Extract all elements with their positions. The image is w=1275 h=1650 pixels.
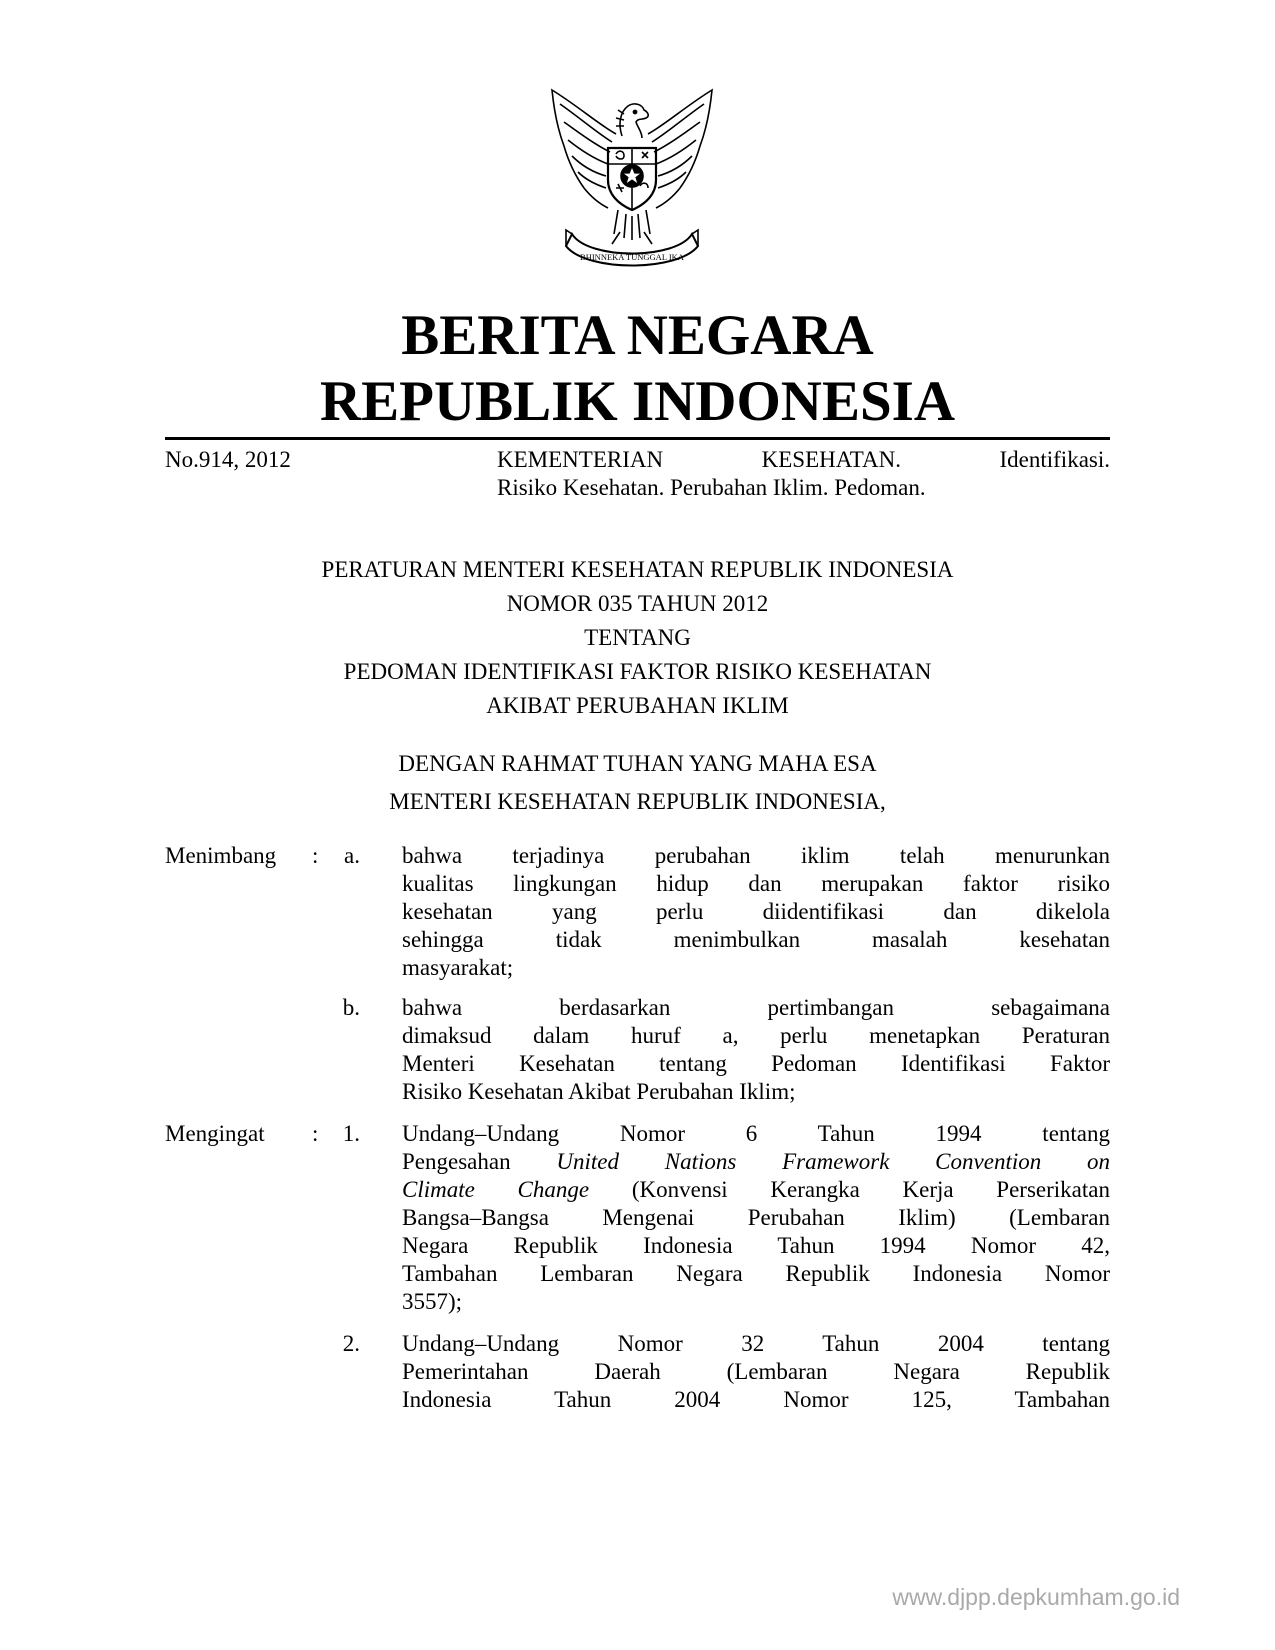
mengingat-item-1-line2-prefix: Pengesahan <box>402 1149 557 1174</box>
menimbang-item-b-line2: dimaksud dalam huruf a, perlu menetapkan Peraturan <box>402 1023 1110 1048</box>
menimbang-label-text: Menimbang <box>165 843 277 868</box>
emblem-motto: BHINNEKA TUNGGAL IKA <box>580 252 684 262</box>
gazette-description-line2: Risiko Kesehatan. Perubahan Iklim. Pedoman. <box>497 475 926 500</box>
mengingat-colon: : <box>312 1121 319 1146</box>
masthead-title-line1: BERITA NEGARA <box>401 304 874 367</box>
mengingat-label-text: Mengingat <box>165 1121 265 1146</box>
watermark-url: www.djpp.depkumham.go.id <box>892 1584 1180 1610</box>
regulation-title-line5: AKIBAT PERUBAHAN IKLIM <box>486 693 789 718</box>
regulation-title-line2: NOMOR 035 TAHUN 2012 <box>506 591 769 616</box>
mengingat-item-2-line1: Undang–Undang Nomor 32 Tahun 2004 tentang <box>402 1331 1110 1356</box>
mengingat-item-2 <box>402 1330 1110 1414</box>
preamble-line2: MENTERI KESEHATAN REPUBLIK INDONESIA, <box>389 789 886 814</box>
mengingat-item-1-line2 <box>402 1148 1110 1176</box>
masthead-title-line2: REPUBLIK INDONESIA <box>319 370 956 433</box>
mengingat-item-2-line3: Indonesia Tahun 2004 Nomor 125, Tambahan <box>402 1387 1110 1412</box>
menimbang-item-a-line2: kualitas lingkungan hidup dan merupakan faktor risiko <box>402 871 1110 896</box>
mengingat-item-1-line3-italic: Climate Change <box>402 1177 590 1202</box>
regulation-title-line1: PERATURAN MENTERI KESEHATAN REPUBLIK INDONESIA <box>321 557 954 582</box>
menimbang-item-a-line4: sehingga tidak menimbulkan masalah kesehatan <box>402 927 1110 952</box>
garuda-emblem <box>538 84 726 280</box>
menimbang-item-a-line5: masyarakat; <box>402 955 514 980</box>
menimbang-colon: : <box>312 843 319 868</box>
mengingat-item-2-line2: Pemerintahan Daerah (Lembaran Negara Republik <box>402 1359 1110 1384</box>
regulation-title <box>165 553 1110 723</box>
menimbang-item-b-line4: Risiko Kesehatan Akibat Perubahan Iklim; <box>402 1079 796 1104</box>
gazette-description-line1: KEMENTERIAN KESEHATAN. Identifikasi. <box>497 447 1110 472</box>
regulation-title-line4: PEDOMAN IDENTIFIKASI FAKTOR RISIKO KESEHATAN <box>343 659 932 684</box>
gazette-number: No.914, 2012 <box>165 447 291 472</box>
masthead-divider <box>165 437 1110 440</box>
preamble-line1: DENGAN RAHMAT TUHAN YANG MAHA ESA <box>398 751 877 776</box>
mengingat-item-2-marker: 2. <box>342 1331 360 1356</box>
mengingat-item-1-line1: Undang–Undang Nomor 6 Tahun 1994 tentang <box>402 1121 1110 1146</box>
menimbang-item-b-line1: bahwa berdasarkan pertimbangan sebagaimana <box>402 995 1110 1020</box>
menimbang-item-b-marker: b. <box>342 995 360 1020</box>
menimbang-item-b-line3: Menteri Kesehatan tentang Pedoman Identifikasi Faktor <box>402 1051 1110 1076</box>
menimbang-item-a-marker: a. <box>344 843 360 868</box>
gazette-description <box>497 446 1110 502</box>
mengingat-item-1-line4: Bangsa–Bangsa Mengenai Perubahan Iklim) (Lembaran <box>402 1205 1110 1230</box>
mengingat-item-1-line3 <box>402 1176 1110 1204</box>
mengingat-item-1-line5: Negara Republik Indonesia Tahun 1994 Nomor 42, <box>402 1233 1110 1258</box>
mengingat-item-1-line2-italic: United Nations Framework Convention on <box>556 1149 1110 1174</box>
mengingat-item-1-marker: 1. <box>342 1121 360 1146</box>
menimbang-item-b <box>402 994 1110 1106</box>
mengingat-label <box>165 1120 319 1148</box>
menimbang-item-a-line1: bahwa terjadinya perubahan iklim telah menurunkan <box>402 843 1110 868</box>
menimbang-item-a <box>402 842 1110 982</box>
preamble <box>165 745 1110 821</box>
mengingat-item-1 <box>402 1120 1110 1316</box>
menimbang-label <box>165 842 319 870</box>
mengingat-item-1-line7: 3557); <box>402 1289 463 1314</box>
mengingat-item-1-line3-suffix: (Konvensi Kerangka Kerja Perserikatan <box>589 1177 1110 1202</box>
menimbang-item-a-line3: kesehatan yang perlu diidentifikasi dan dikelola <box>402 899 1110 924</box>
regulation-title-line3: TENTANG <box>584 625 691 650</box>
mengingat-item-1-line6: Tambahan Lembaran Negara Republik Indonesia Nomor <box>402 1261 1110 1286</box>
